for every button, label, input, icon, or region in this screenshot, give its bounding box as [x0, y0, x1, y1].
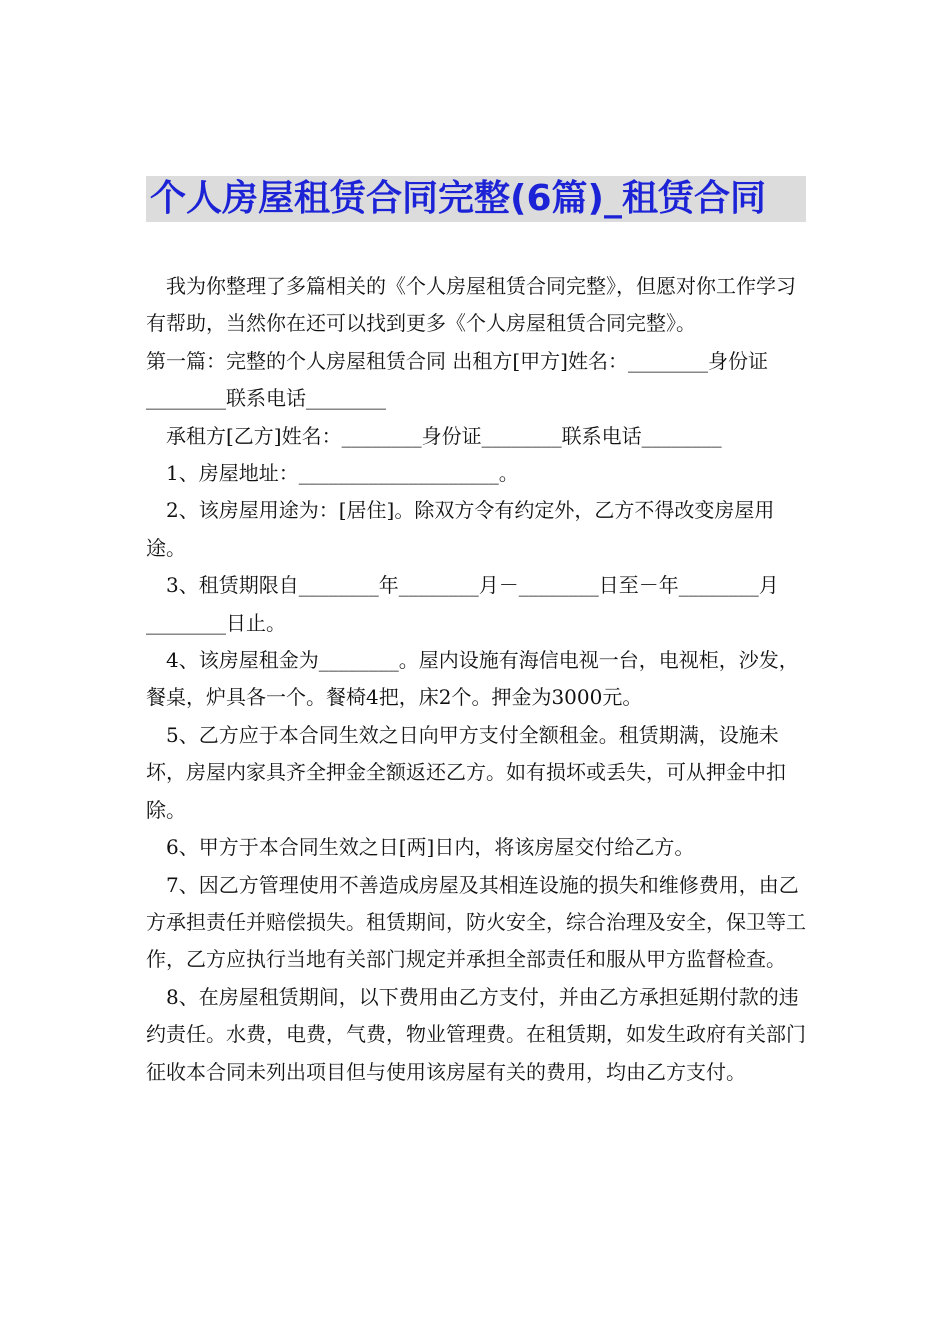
clause-1: 1、房屋地址：____________________。 [166, 461, 519, 486]
intro-paragraph: 我为你整理了多篇相关的《个人房屋租赁合同完整》，但愿对你工作学习有帮助，当然你在还可以找到更多《个人房屋租赁合同完整》。 [146, 274, 796, 336]
lessee-paragraph: 承租方[乙方]姓名：________身份证________联系电话________ [166, 423, 722, 448]
clause-6: 6、甲方于本合同生效之日[两]日内，将该房屋交付给乙方。 [166, 835, 695, 860]
clause-8: 8、在房屋租赁期间，以下费用由乙方支付，并由乙方承担延期付款的违约责任。水费，电费，气费，物业管理费。在租赁期，如发生政府有关部门征收本合同未列出项目但与使用该房屋有关的费用，均由乙方支付。 [146, 984, 806, 1084]
clause-5: 5、乙方应于本合同生效之日向甲方支付全额租金。租赁期满，设施未坏，房屋内家具齐全押金全额返还乙方。如有损坏或丢失，可从押金中扣除。 [146, 722, 786, 822]
page-title: 个人房屋租赁合同完整(6篇)_租赁合同 [150, 178, 766, 219]
clause-7: 7、因乙方管理使用不善造成房屋及其相连设施的损失和维修费用，由乙方承担责任并赔偿损失。租赁期间，防火安全，综合治理及安全，保卫等工作，乙方应执行当地有关部门规定并承担全部责任和服从甲方监督检查。 [146, 872, 806, 972]
title-highlight [146, 176, 806, 222]
document-body [146, 268, 810, 1091]
section-one-paragraph: 第一篇：完整的个人房屋租赁合同 出租方[甲方]姓名：________身份证________联系电话________ [146, 348, 768, 411]
clause-3: 3、租赁期限自________年________月－________日至－年________月________日止。 [146, 573, 779, 635]
clause-4: 4、该房屋租金为________。屋内设施有海信电视一台，电视柜，沙发，餐桌，炉具各一个。餐椅4把，床2个。押金为3000元。 [146, 648, 799, 710]
clause-2: 2、该房屋用途为：[居住]。除双方令有约定外，乙方不得改变房屋用途。 [146, 498, 775, 560]
